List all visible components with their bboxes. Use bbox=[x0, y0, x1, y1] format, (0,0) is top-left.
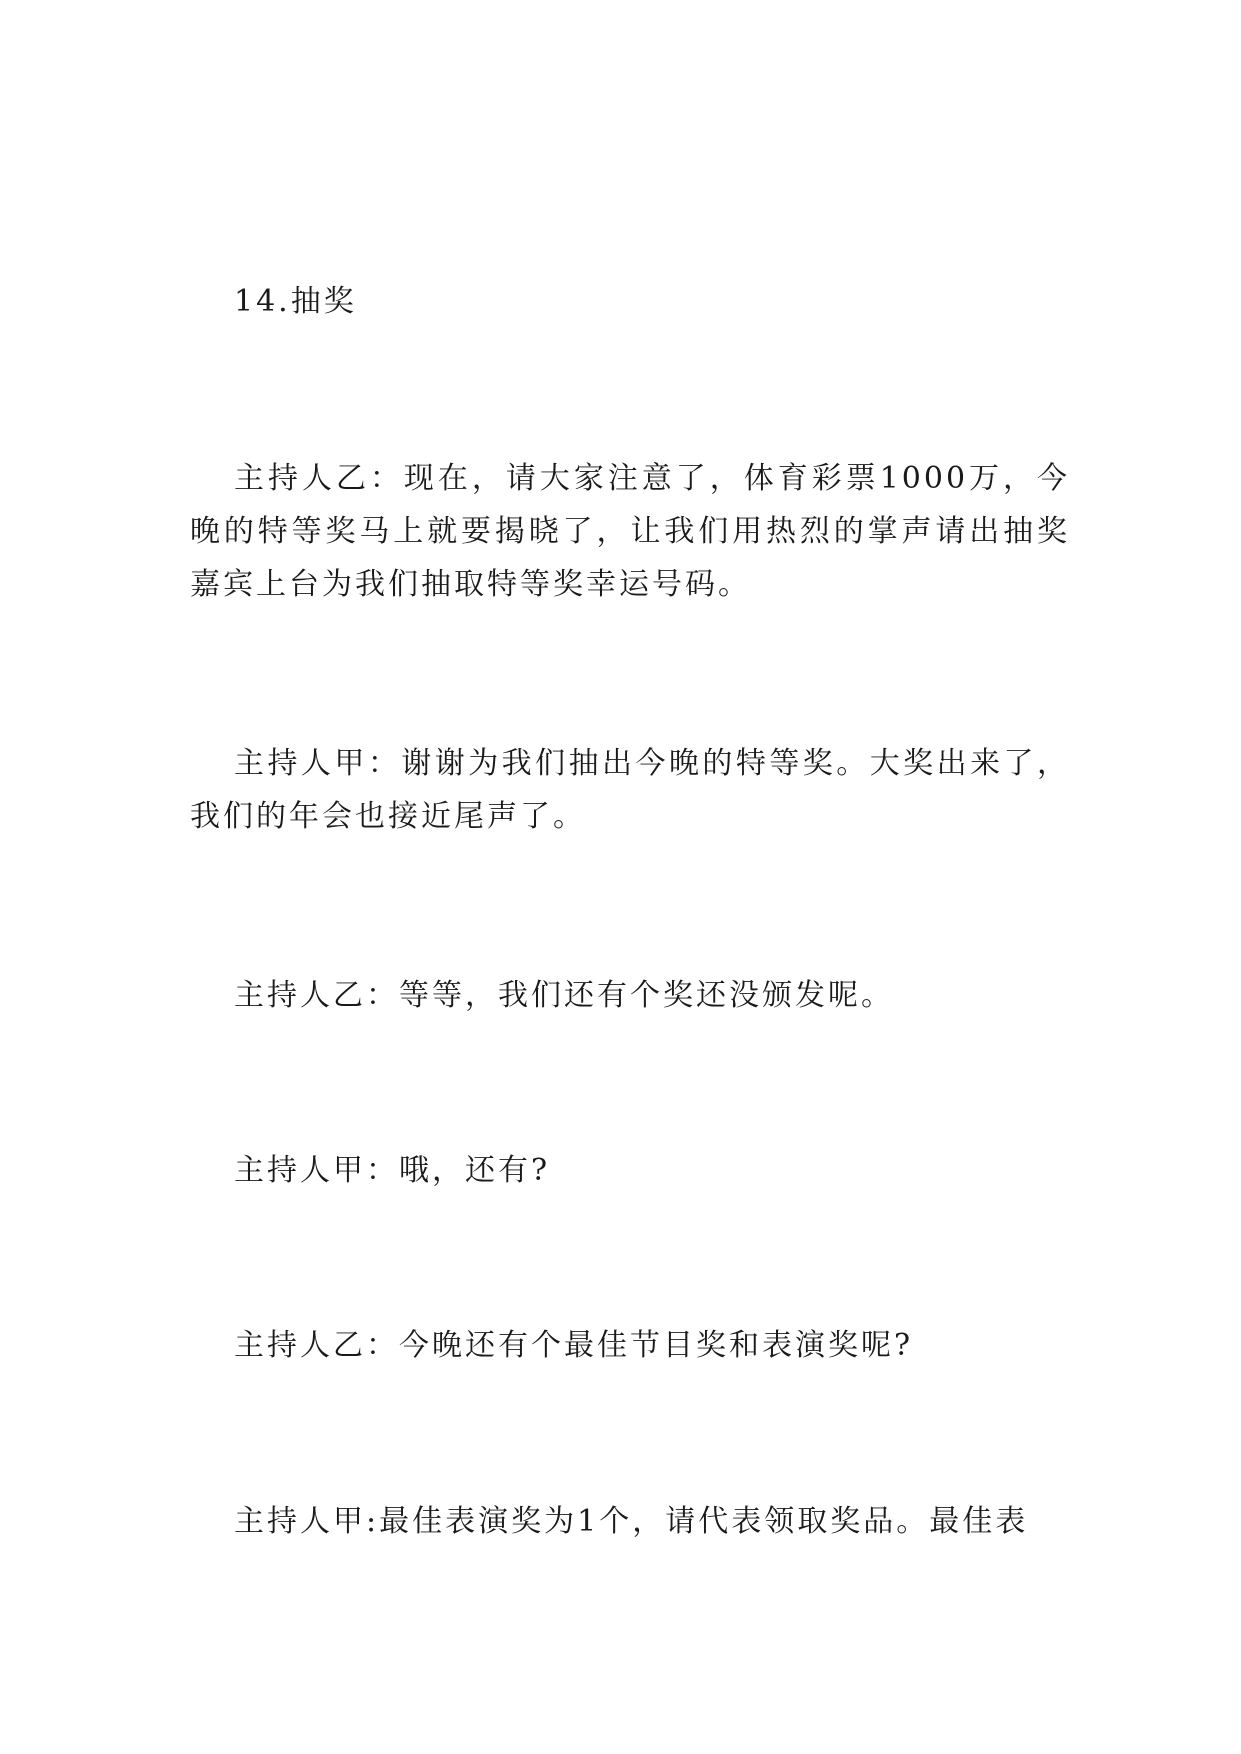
paragraph-host-a-question: 主持人甲：哦，还有? bbox=[234, 1153, 551, 1188]
paragraph-host-b-awards: 主持人乙：今晚还有个最佳节目奖和表演奖呢? bbox=[234, 1328, 914, 1363]
section-heading: 14.抽奖 bbox=[234, 284, 357, 319]
paragraph-host-a-thanks: 主持人甲：谢谢为我们抽出今晚的特等奖。大奖出来了，我们的年会也接近尾声了。 bbox=[190, 746, 1070, 834]
paragraph-host-b-lottery: 主持人乙：现在，请大家注意了，体育彩票1000万，今晚的特等奖马上就要揭晓了，让我们用热烈的掌声请出抽奖嘉宾上台为我们抽取特等奖幸运号码。 bbox=[190, 461, 1070, 602]
paragraph-host-a-best-performance: 主持人甲:最佳表演奖为1个，请代表领取奖品。最佳表 bbox=[234, 1504, 1029, 1539]
paragraph-host-b-wait: 主持人乙：等等，我们还有个奖还没颁发呢。 bbox=[234, 978, 894, 1013]
